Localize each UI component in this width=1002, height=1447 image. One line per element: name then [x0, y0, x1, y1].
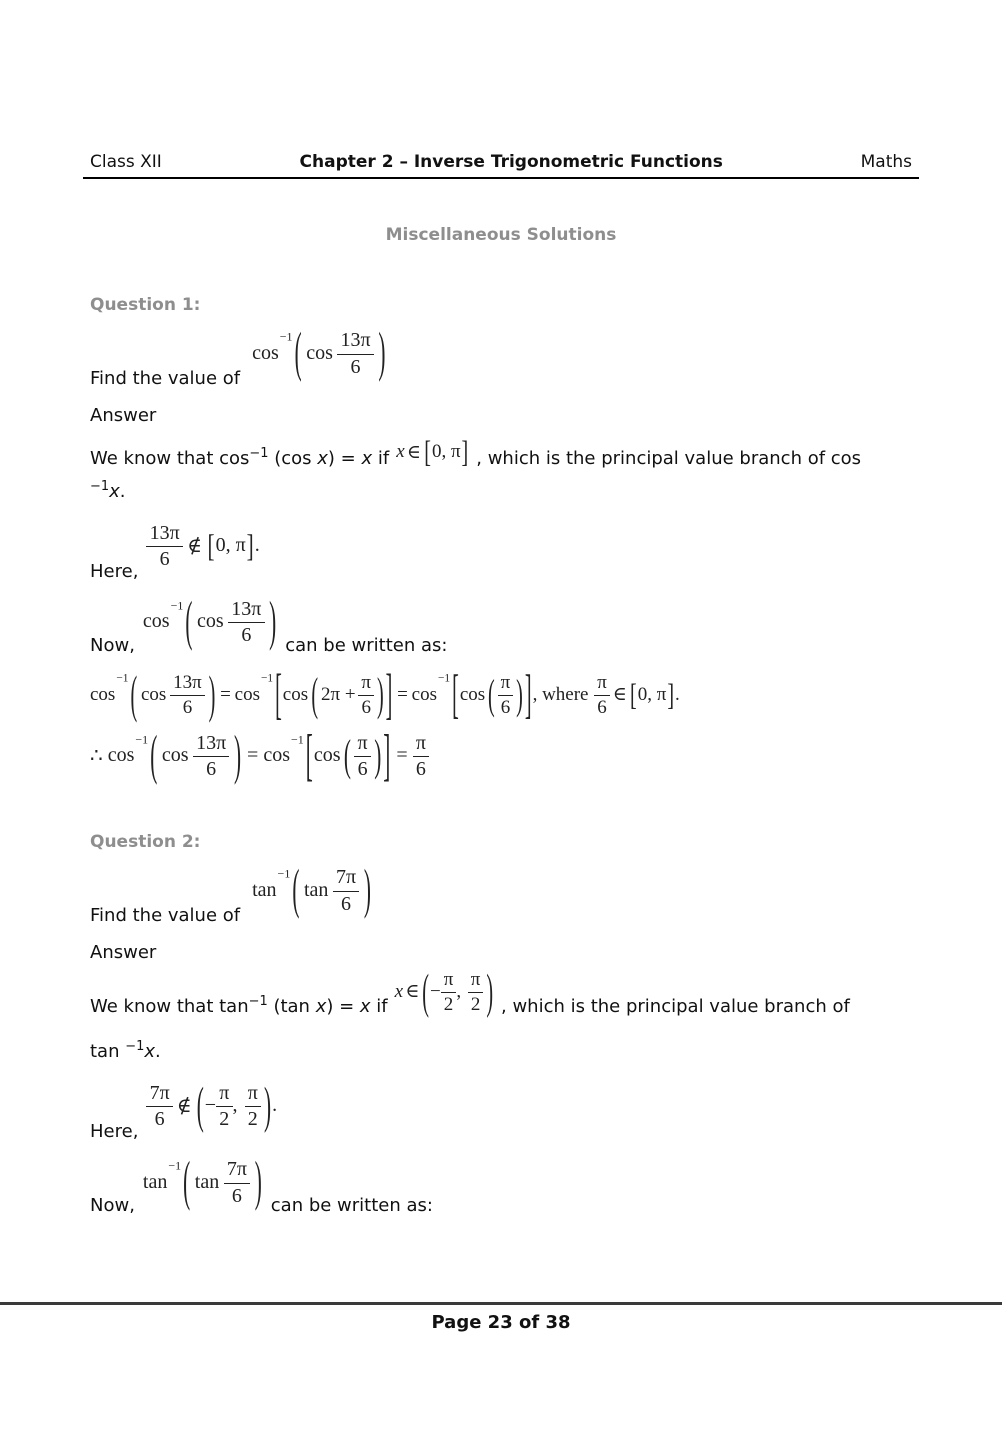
fraction-denominator: 6	[415, 758, 426, 781]
explanation-line-2	[90, 1039, 912, 1062]
math-txt: if	[370, 995, 388, 1017]
fraction-denominator: 6	[231, 1184, 242, 1207]
math-txt: tan	[303, 878, 329, 901]
math-it: x	[109, 480, 120, 502]
math-txt: cos	[313, 744, 341, 767]
math-big: [	[207, 527, 215, 564]
math-frac	[354, 732, 370, 782]
math-txt: , which is the principal value branch of cos	[476, 448, 862, 470]
math-big: ]	[524, 666, 532, 726]
math-frac	[358, 672, 374, 720]
math-txt: 0, π	[637, 683, 667, 705]
fraction-numerator: π	[216, 1082, 232, 1108]
fraction-numerator: 7π	[146, 1082, 172, 1108]
fraction-numerator: π	[498, 672, 514, 696]
explanation-text-pre	[90, 448, 389, 469]
math-txt: −	[204, 1094, 217, 1117]
fraction-denominator: 2	[443, 994, 454, 1016]
math-txt: tan	[142, 1170, 168, 1193]
math-sup: −1	[437, 672, 451, 685]
math-big: [	[275, 664, 282, 727]
math-frac	[333, 866, 359, 916]
fraction-numerator: 13π	[193, 732, 229, 758]
math-sup: −1	[260, 672, 274, 685]
math-txt: .	[675, 683, 680, 705]
now-statement-q2	[90, 1150, 912, 1217]
explanation-text-post	[501, 996, 850, 1017]
formula-cos-inverse-13pi-6	[252, 321, 386, 384]
math-big: (	[311, 670, 319, 722]
math-txt: 0, π	[431, 441, 461, 463]
math-txt: .	[254, 534, 260, 557]
fraction-denominator: 6	[597, 697, 607, 719]
fraction-denominator: 6	[357, 758, 368, 781]
fraction-denominator: 6	[361, 697, 371, 719]
math-big: [	[452, 666, 459, 726]
here-statement-q2	[90, 1076, 912, 1142]
math-big: )	[374, 730, 382, 781]
section-title: Miscellaneous Solutions	[385, 225, 617, 245]
fraction-denominator: 6	[350, 355, 361, 378]
math-txt: cos	[306, 341, 333, 364]
math-it: x	[394, 980, 404, 1002]
formula-tan-inverse-7pi-6	[252, 858, 372, 921]
math-big: (	[488, 672, 495, 719]
math-big: )	[254, 1150, 262, 1213]
here-statement-q1	[90, 522, 912, 582]
formula-principal-range-tan	[394, 966, 494, 1020]
math-big: (	[343, 730, 351, 781]
math-txt: tan	[90, 1040, 126, 1062]
math-txt: cos	[141, 683, 167, 705]
fraction-numerator: 7π	[224, 1158, 250, 1184]
formula-principal-range-cos	[396, 436, 469, 470]
math-big: )	[269, 590, 277, 653]
explanation-paragraph-q1	[90, 436, 912, 502]
math-sup: −1	[291, 732, 304, 747]
math-txt: =	[247, 744, 259, 767]
math-txt: tan	[194, 1170, 220, 1193]
math-txt: We know that tan	[90, 995, 249, 1017]
question-1-heading: Question 1:	[90, 295, 201, 315]
math-sup: −1	[135, 732, 149, 747]
fraction-denominator: 6	[206, 758, 217, 781]
fraction-numerator: π	[468, 969, 484, 993]
now-label: Now,	[90, 1195, 135, 1217]
formula-cos-inverse-13pi-6-repeat	[142, 590, 277, 653]
math-txt: cos	[90, 683, 116, 705]
math-big: [	[424, 436, 431, 470]
math-txt: ) =	[326, 995, 360, 1017]
math-frac	[228, 598, 264, 648]
math-txt: ,	[456, 980, 462, 1002]
math-sup: −1	[125, 1038, 145, 1054]
math-txt: ∉	[176, 1095, 192, 1118]
math-txt: , where	[532, 683, 589, 705]
math-big: )	[486, 966, 494, 1020]
math-txt: .	[119, 480, 126, 502]
math-txt: cos	[252, 341, 279, 364]
fraction-denominator: 2	[470, 994, 481, 1016]
math-txt: 0, π	[215, 534, 246, 557]
math-frac	[146, 522, 182, 572]
explanation-paragraph-q2	[90, 966, 912, 1062]
math-txt: We know that cos	[90, 448, 250, 470]
math-txt: cos	[234, 683, 260, 705]
can-be-written-label: can be written as:	[270, 1195, 433, 1217]
can-be-written-label: can be written as:	[285, 635, 448, 657]
page-footer	[0, 1302, 1002, 1333]
math-txt: ∈	[406, 441, 421, 463]
math-txt: −	[430, 980, 441, 1002]
math-big: )	[264, 1076, 272, 1135]
explanation-line-2	[90, 479, 912, 502]
math-txt: , which is the principal value branch of	[501, 995, 850, 1017]
fraction-numerator: π	[245, 1082, 261, 1108]
math-txt: 2π +	[320, 683, 356, 705]
question-2-statement	[90, 858, 912, 927]
now-label: Now,	[90, 635, 135, 657]
math-txt: cos	[459, 683, 486, 705]
here-label: Here,	[90, 560, 139, 582]
now-statement-q1	[90, 590, 912, 657]
math-big: )	[378, 321, 386, 384]
math-big: )	[363, 858, 371, 921]
math-big: )	[208, 667, 216, 725]
math-big: (	[130, 667, 138, 725]
fraction-numerator: π	[594, 672, 610, 696]
fraction-numerator: π	[354, 732, 370, 758]
math-big: ]	[385, 664, 393, 727]
formula-tan-inverse-7pi-6-repeat	[142, 1150, 263, 1213]
fraction-numerator: 13π	[228, 598, 264, 624]
math-frac	[441, 969, 457, 1017]
page-number-label: Page 23 of 38	[431, 1312, 571, 1333]
explanation-line-1	[90, 966, 912, 1031]
math-it: x	[361, 448, 373, 470]
math-frac	[413, 732, 429, 782]
fraction-denominator: 6	[159, 548, 170, 571]
math-big: )	[516, 672, 523, 719]
math-sup: −1	[277, 866, 291, 881]
math-sup: −1	[90, 478, 110, 494]
math-txt: cos	[161, 744, 189, 767]
fraction-denominator: 6	[500, 697, 511, 719]
math-txt: cos	[282, 683, 309, 705]
math-frac	[216, 1082, 232, 1132]
math-frac	[170, 672, 205, 720]
math-big: ]	[461, 436, 469, 470]
math-txt: ∈	[612, 684, 627, 706]
math-txt: cos	[197, 610, 224, 633]
math-big: [	[305, 722, 313, 788]
math-sup: −1	[248, 993, 268, 1009]
fraction-numerator: 7π	[333, 866, 359, 892]
math-big: (	[292, 858, 300, 921]
math-big: )	[376, 670, 384, 722]
math-big: [	[630, 679, 637, 713]
equation-q1-result	[90, 722, 912, 788]
formula-therefore-result-pi-6	[90, 722, 429, 788]
explanation-text-pre	[90, 993, 388, 1017]
question-1-statement	[90, 321, 912, 390]
math-frac	[245, 1082, 261, 1132]
header-subject-label: Maths	[860, 152, 912, 172]
math-it: x	[317, 448, 328, 470]
math-txt: cos	[411, 683, 437, 705]
math-sup: −1	[168, 1158, 182, 1173]
math-big: ]	[383, 722, 391, 788]
equation-q1-step	[90, 664, 912, 727]
math-txt: cos	[107, 744, 135, 767]
math-big: (	[183, 1150, 191, 1213]
header-chapter-title: Chapter 2 – Inverse Trigonometric Functions	[299, 152, 723, 172]
fraction-numerator: π	[358, 672, 374, 696]
math-txt: .	[154, 1040, 161, 1062]
math-it: x	[144, 1040, 155, 1062]
math-txt: ,	[232, 1094, 238, 1117]
math-txt: cos	[142, 610, 170, 633]
math-txt: =	[397, 683, 408, 705]
math-big: ]	[246, 527, 254, 564]
math-big: (	[196, 1076, 204, 1135]
fraction-numerator: 13π	[146, 522, 182, 548]
fraction-denominator: 6	[182, 697, 193, 719]
math-txt: cos	[263, 744, 290, 767]
answer-label: Answer	[90, 405, 157, 427]
math-frac	[337, 329, 373, 379]
math-txt: ∴	[90, 745, 103, 768]
fraction-denominator: 2	[219, 1108, 230, 1131]
math-txt: =	[220, 683, 231, 705]
math-frac	[146, 1082, 172, 1132]
math-it: x	[396, 441, 405, 463]
math-it: x	[359, 995, 371, 1017]
math-big: (	[185, 590, 193, 653]
math-big: )	[233, 724, 242, 787]
math-txt: ∈	[405, 981, 420, 1003]
formula-cos-identity-chain	[90, 664, 680, 727]
formula-7pi-6-not-in-range	[146, 1076, 278, 1135]
fraction-numerator: 13π	[337, 329, 373, 355]
math-it: x	[315, 995, 327, 1017]
fraction-denominator: 6	[154, 1108, 165, 1131]
find-value-label: Find the value of	[90, 905, 241, 927]
math-big: (	[294, 321, 302, 384]
find-value-label: Find the value of	[90, 368, 241, 390]
answer-label: Answer	[90, 942, 157, 964]
math-txt: ∉	[187, 535, 203, 558]
math-txt: if	[372, 448, 390, 470]
fraction-numerator: π	[441, 969, 457, 993]
math-txt: (cos	[268, 448, 318, 470]
math-txt: =	[396, 744, 408, 767]
math-big: ]	[667, 679, 675, 713]
explanation-text-post	[476, 448, 861, 469]
math-big: (	[422, 966, 429, 1020]
explanation-line-1	[90, 436, 912, 471]
fraction-denominator: 6	[341, 892, 352, 915]
math-frac	[468, 969, 484, 1017]
math-frac	[224, 1158, 250, 1208]
math-frac	[193, 732, 229, 782]
fraction-numerator: π	[413, 732, 429, 758]
math-sup: −1	[116, 672, 129, 685]
fraction-denominator: 2	[247, 1108, 258, 1131]
math-sup: −1	[170, 598, 184, 613]
math-txt: ) =	[327, 448, 362, 470]
header-class-label: Class XII	[90, 152, 162, 172]
math-sup: −1	[279, 329, 293, 344]
math-frac	[594, 672, 610, 720]
page-header	[83, 0, 919, 179]
math-big: (	[150, 724, 158, 787]
math-sup: −1	[249, 446, 269, 462]
math-txt: .	[272, 1094, 278, 1117]
math-frac	[498, 672, 514, 720]
math-txt: tan	[252, 878, 277, 901]
here-label: Here,	[90, 1121, 139, 1142]
fraction-denominator: 6	[241, 624, 252, 647]
question-2-heading: Question 2:	[90, 831, 201, 852]
math-txt: (tan	[267, 995, 316, 1017]
fraction-numerator: 13π	[170, 672, 205, 696]
formula-13pi-6-not-in-range	[146, 522, 259, 572]
